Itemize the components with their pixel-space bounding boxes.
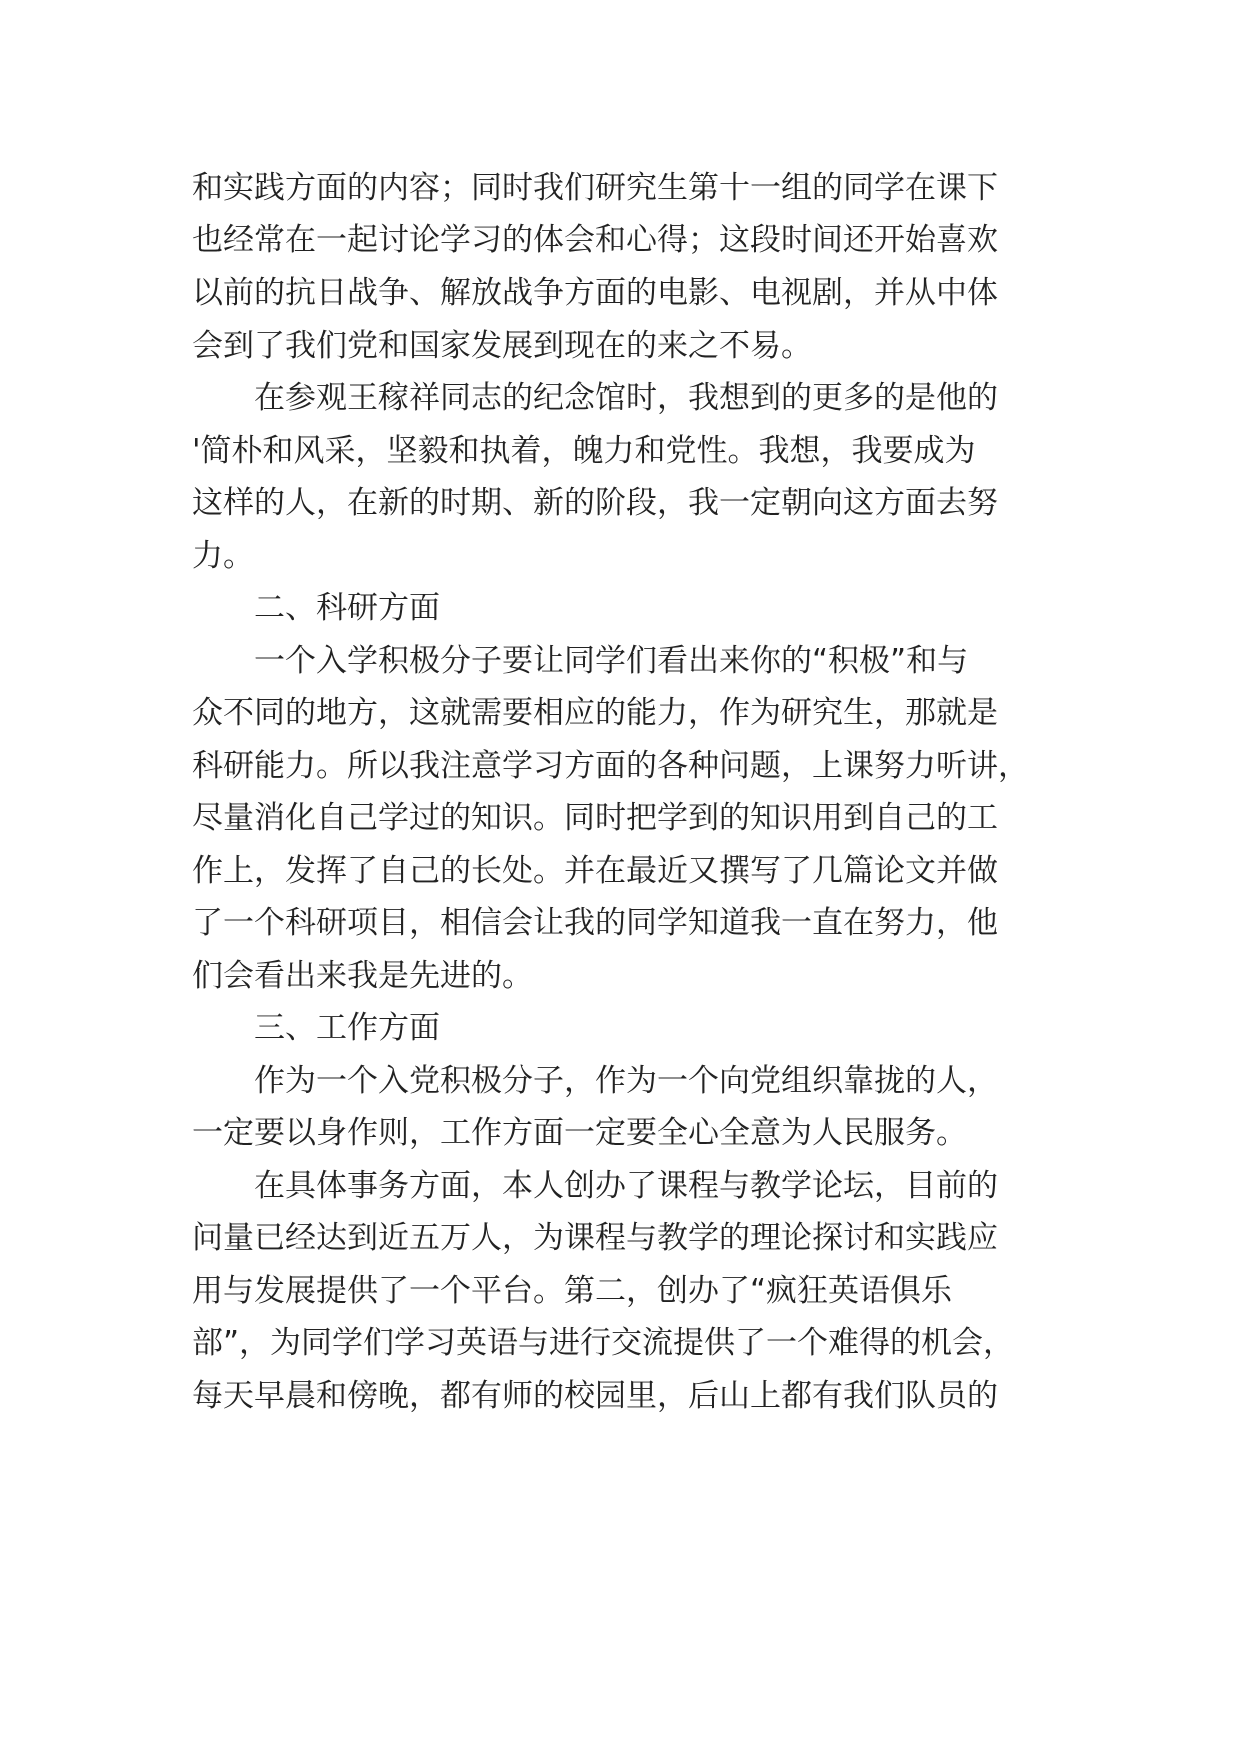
paragraph-line: 问量已经达到近五万人，为课程与教学的理论探讨和实践应: [192, 1220, 998, 1256]
paragraph-line: 们会看出来我是先进的。: [192, 958, 533, 994]
paragraph-line: 一定要以身作则，工作方面一定要全心全意为人民服务。: [192, 1115, 967, 1151]
paragraph-line: 这样的人，在新的时期、新的阶段，我一定朝向这方面去努: [192, 485, 998, 521]
paragraph-line: 尽量消化自己学过的知识。同时把学到的知识用到自己的工: [192, 800, 998, 836]
paragraph-line: 力。: [192, 538, 254, 574]
paragraph-line: 和实践方面的内容；同时我们研究生第十一组的同学在课下: [192, 170, 998, 206]
paragraph-line: 部”，为同学们学习英语与进行交流提供了一个难得的机会，: [192, 1325, 1015, 1361]
paragraph-line: 科研能力。所以我注意学习方面的各种问题，上课努力听讲，: [192, 748, 1029, 784]
section-heading: 三、工作方面: [254, 1010, 440, 1046]
paragraph-line: 以前的抗日战争、解放战争方面的电影、电视剧，并从中体: [192, 275, 998, 311]
paragraph-line: 了一个科研项目，相信会让我的同学知道我一直在努力，他: [192, 905, 998, 941]
paragraph-line: 会到了我们党和国家发展到现在的来之不易。: [192, 328, 812, 364]
paragraph-line: '简朴和风采，坚毅和执着，魄力和党性。我想，我要成为: [192, 433, 976, 469]
paragraph-line: 作上，发挥了自己的长处。并在最近又撰写了几篇论文并做: [192, 853, 998, 889]
section-heading: 二、科研方面: [254, 590, 440, 626]
paragraph-line: 作为一个入党积极分子，作为一个向党组织靠拢的人，: [254, 1063, 998, 1099]
paragraph-line: 每天早晨和傍晚，都有师的校园里，后山上都有我们队员的: [192, 1378, 998, 1414]
paragraph-line: 在参观王稼祥同志的纪念馆时，我想到的更多的是他的: [254, 380, 998, 416]
paragraph-line: 也经常在一起讨论学习的体会和心得；这段时间还开始喜欢: [192, 222, 998, 258]
paragraph-line: 一个入学积极分子要让同学们看出来你的“积极”和与: [254, 643, 969, 679]
paragraph-line: 在具体事务方面，本人创办了课程与教学论坛，目前的: [254, 1168, 998, 1204]
paragraph-line: 用与发展提供了一个平台。第二，创办了“疯狂英语俱乐: [192, 1273, 953, 1309]
paragraph-line: 众不同的地方，这就需要相应的能力，作为研究生，那就是: [192, 695, 998, 731]
